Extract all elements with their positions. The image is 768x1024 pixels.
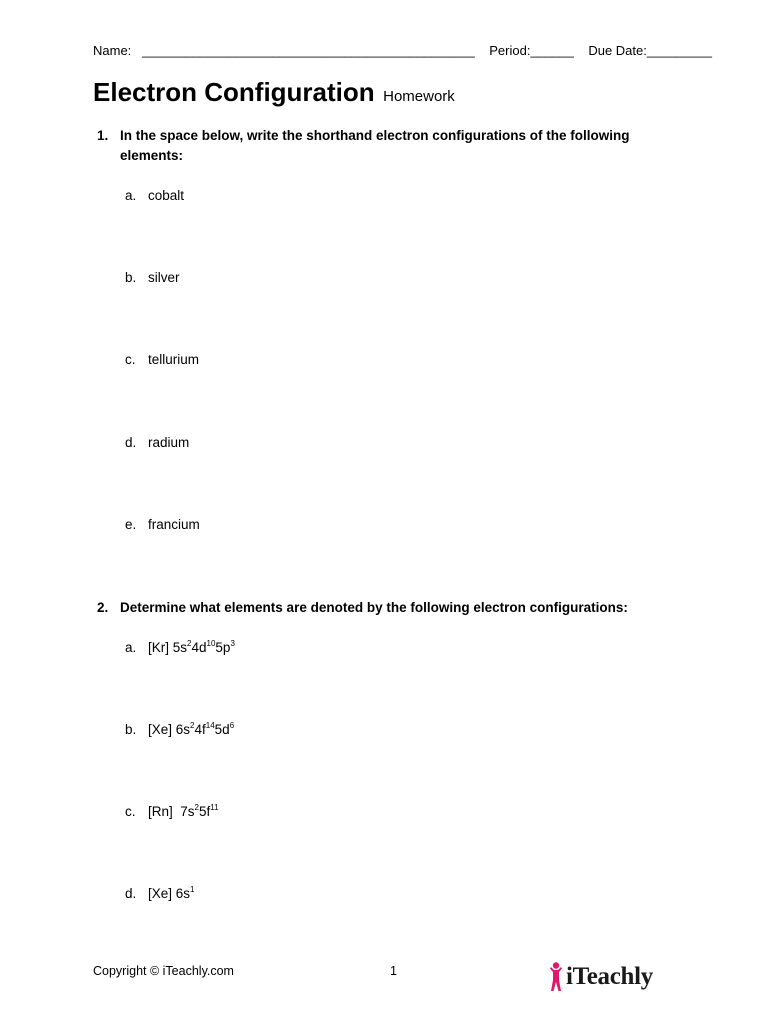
- electron-count: 11: [210, 803, 219, 812]
- item-text: cobalt: [148, 188, 185, 203]
- item-text: francium: [148, 517, 200, 532]
- question-2-text: Determine what elements are denoted by the following electron configurations:: [120, 600, 628, 615]
- orbital-label: 4d: [191, 640, 207, 655]
- noble-gas-core: [Xe]: [148, 886, 176, 901]
- title-main: Electron Configuration: [93, 77, 375, 107]
- item-letter: c.: [125, 804, 136, 819]
- orbital-label: 5p: [215, 640, 231, 655]
- question-1-item-e: [125, 517, 200, 532]
- electron-configuration: [148, 640, 235, 655]
- electron-configuration: [148, 804, 219, 819]
- orbital-label: 7s: [180, 804, 195, 819]
- logo-figure-icon: [547, 961, 565, 993]
- electron-count: 2: [190, 721, 195, 730]
- orbital-label: 5s: [172, 640, 188, 655]
- question-2-item-b: [125, 722, 234, 737]
- electron-configuration: [148, 886, 194, 901]
- electron-count: 2: [194, 803, 199, 812]
- electron-count: 1: [190, 885, 195, 894]
- orbital-label: 5d: [214, 722, 230, 737]
- period-blank: ______: [530, 43, 574, 58]
- item-letter: e.: [125, 517, 137, 532]
- question-1: [97, 126, 657, 166]
- question-2: [97, 598, 657, 618]
- name-blank: ______________________________________________: [142, 43, 475, 58]
- item-letter: a.: [125, 640, 137, 655]
- question-2-number: 2.: [97, 600, 109, 615]
- item-letter: d.: [125, 886, 137, 901]
- item-text: tellurium: [148, 352, 200, 367]
- question-2-item-c: [125, 804, 219, 819]
- orbital-label: 5f: [198, 804, 211, 819]
- orbital-label: 6s: [175, 886, 191, 901]
- orbital-label: 6s: [175, 722, 191, 737]
- electron-count: 6: [229, 721, 235, 730]
- period-label: Period:: [489, 43, 531, 58]
- question-1-item-b: [125, 270, 180, 285]
- noble-gas-core: [Xe]: [148, 722, 176, 737]
- electron-configuration: [148, 722, 234, 737]
- item-text: radium: [148, 435, 190, 450]
- electron-count: 10: [206, 639, 216, 648]
- item-letter: b.: [125, 270, 137, 285]
- header-fields: [93, 43, 712, 58]
- noble-gas-core: [Rn]: [148, 804, 181, 819]
- page-number: 1: [390, 964, 397, 978]
- item-letter: c.: [125, 352, 136, 367]
- item-letter: b.: [125, 722, 137, 737]
- orbital-label: 4f: [194, 722, 206, 737]
- logo-text: iTeachly: [566, 963, 653, 990]
- question-2-item-a: [125, 640, 235, 655]
- electron-count: 2: [187, 639, 192, 648]
- due-date-label: Due Date:: [588, 43, 647, 58]
- name-label: Name:: [93, 43, 132, 58]
- item-text: silver: [148, 270, 180, 285]
- page-title: [93, 77, 455, 108]
- question-1-item-c: [125, 352, 199, 367]
- copyright-text: Copyright © iTeachly.com: [93, 964, 234, 978]
- noble-gas-core: [Kr]: [148, 640, 173, 655]
- item-letter: a.: [125, 188, 137, 203]
- electron-count: 14: [205, 721, 215, 730]
- question-1-text: In the space below, write the shorthand electron configurations of the following elements:: [120, 128, 630, 163]
- item-letter: d.: [125, 435, 137, 450]
- iteachly-logo: [547, 960, 653, 994]
- question-1-item-d: [125, 435, 189, 450]
- question-1-number: 1.: [97, 128, 109, 143]
- question-2-item-d: [125, 886, 194, 901]
- electron-count: 3: [230, 639, 235, 648]
- title-subtitle: Homework: [383, 88, 455, 105]
- due-date-blank: _________: [646, 43, 712, 58]
- question-1-item-a: [125, 188, 184, 203]
